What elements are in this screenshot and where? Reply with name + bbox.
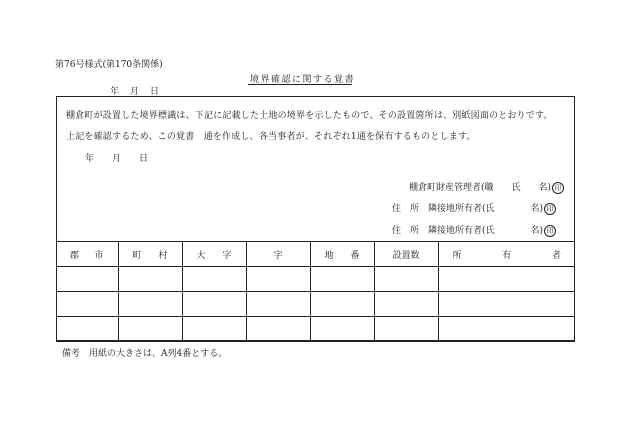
table-header-row [56,242,575,267]
table-cell [246,267,310,292]
table-cell [118,267,182,292]
table-row [56,267,575,292]
body-date: 年 月 日 [85,154,149,164]
header-aza: 字 [246,242,310,267]
signature-label: 住 所 隣接地所有者(氏 名) [392,226,544,236]
table-cell [310,317,374,342]
table-row [56,317,575,342]
table-cell [118,292,182,317]
signature-line-neighbor-2 [392,223,556,237]
table-cell [118,317,182,342]
table-cell [56,292,118,317]
table-cell [310,267,374,292]
header-shoyusha: 所 有 者 [438,242,575,267]
signature-label: 棚倉町財産管理者(職 氏 名) [409,183,552,193]
signature-line-administrator [409,180,564,194]
header-oaza: 大 字 [182,242,246,267]
body-paragraph-2: 上記を確認するため、この覚書 通を作成し、各当事者が、それぞれ1通を保有するものとします。 [66,132,476,142]
header-setchi-su: 設置数 [374,242,438,267]
header-cho-son: 町 村 [118,242,182,267]
seal-icon: 印 [552,182,564,194]
header-chiban: 地 番 [310,242,374,267]
table-cell [374,267,438,292]
document-title: 境界確認に関する覚書 [250,75,356,85]
signature-label: 住 所 隣接地所有者(氏 名) [392,204,544,214]
table-cell [374,292,438,317]
table-cell [438,267,575,292]
table-cell [182,317,246,342]
header-gun-shi: 郡 市 [56,242,118,267]
seal-icon: 印 [544,225,556,237]
parcel-table [56,241,575,341]
form-number: 第76号様式(第170条関係) [55,60,163,70]
table-cell [182,267,246,292]
table-row [56,292,575,317]
seal-icon: 印 [544,203,556,215]
document-date: 年 月 日 [110,87,161,97]
table-cell [374,317,438,342]
signature-line-neighbor-1 [392,201,556,215]
table-cell [56,317,118,342]
table-cell [56,267,118,292]
table-cell [438,317,575,342]
footnote: 備考 用紙の大きさは、A列4番とする。 [62,349,228,359]
table-cell [246,292,310,317]
body-paragraph-1: 棚倉町が設置した境界標識は、下記に記載した土地の境界を示したもので、その設置箇所は、別紙図面のとおりです。 [66,111,553,121]
table-cell [246,317,310,342]
table-cell [438,292,575,317]
table-cell [182,292,246,317]
table-cell [310,292,374,317]
title-underline [248,84,352,85]
